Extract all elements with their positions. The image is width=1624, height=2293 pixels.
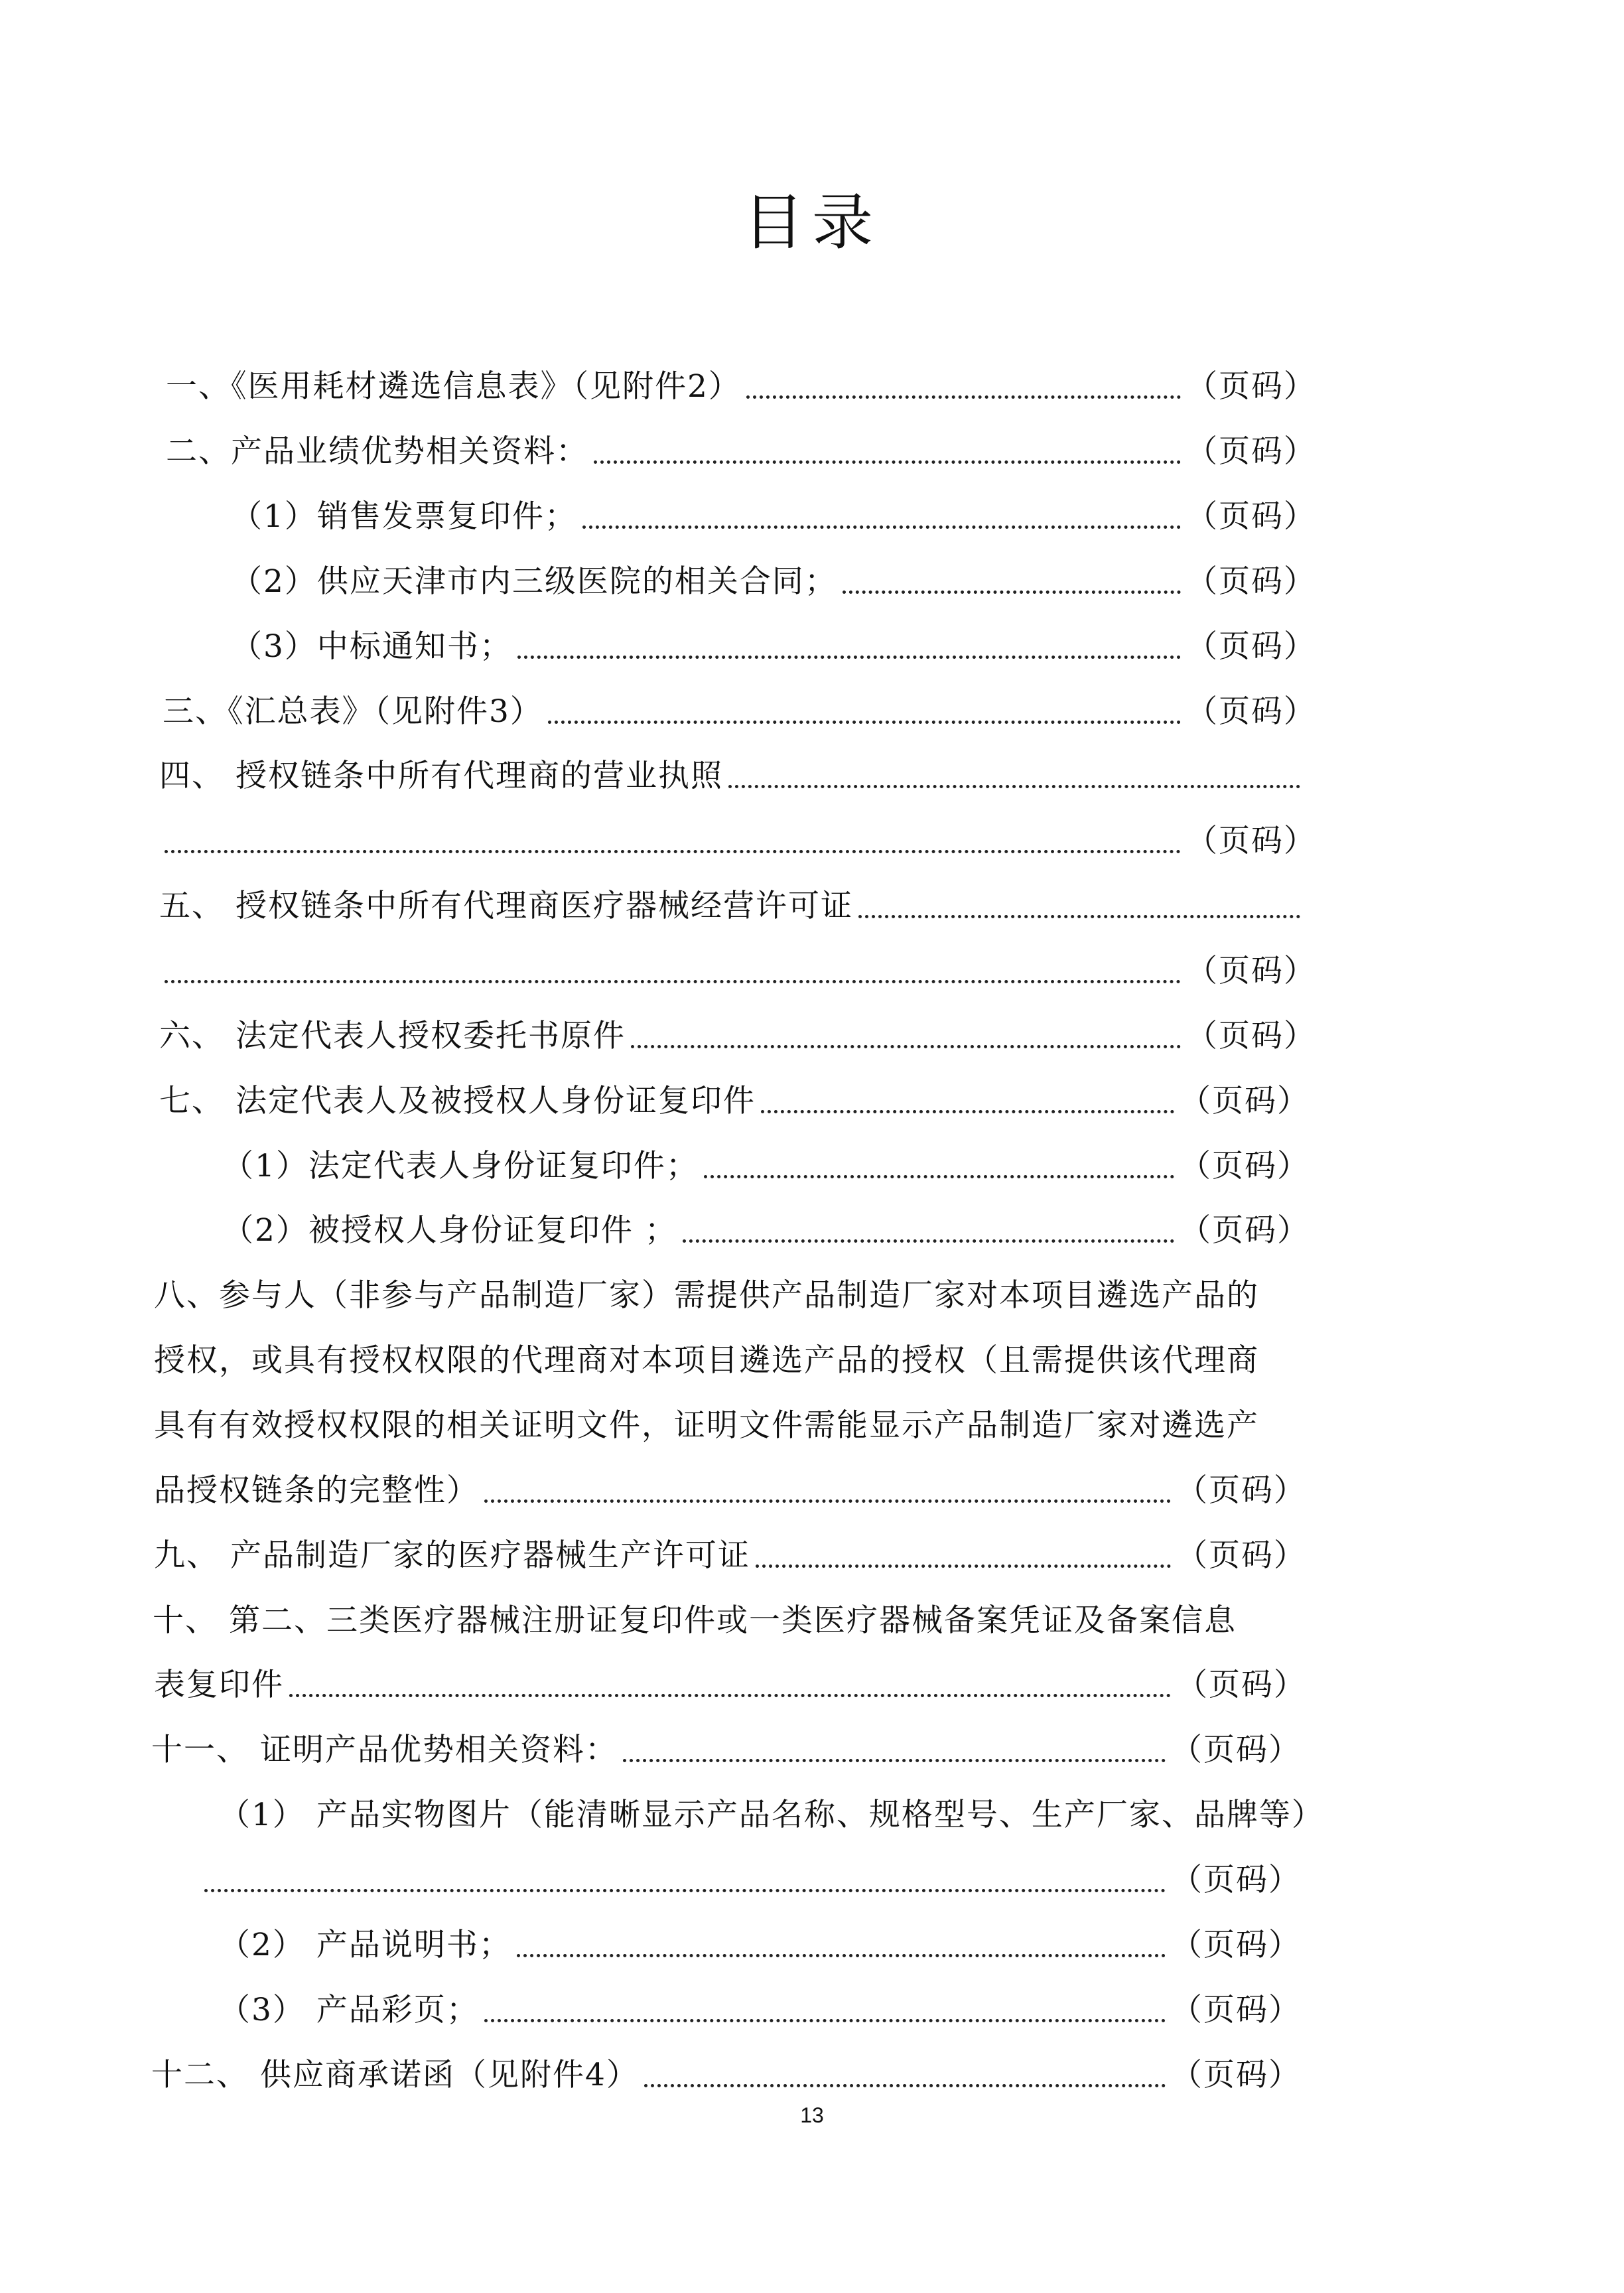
toc-entry-page: （页码） [1186,433,1316,470]
leader-dots [588,429,1186,475]
toc-entry-page: （页码） [1171,1927,1301,1963]
toc-entry-text: 八、参与人（非参与产品制造厂家）需提供产品制造厂家对本项目遴选产品的 [154,1277,1259,1314]
toc-entry-label: 十二、 供应商承诺函（见附件4） [151,2057,639,2093]
toc-entry-page: （页码） [1180,1148,1310,1184]
leader-dots [618,1727,1171,1773]
toc-entry-page: （页码） [1176,1537,1306,1574]
leader-dots [723,753,1306,799]
leader-dots [479,1987,1171,2034]
leader-dots [756,1078,1180,1125]
toc-entry [159,753,1306,799]
toc-entry [159,1013,1316,1060]
leader-dots [699,1143,1180,1190]
toc-entry-text: 授权，或具有授权权限的代理商对本项目遴选产品的授权（且需提供该代理商 [154,1342,1259,1379]
toc-entry-page: （页码） [1180,1083,1310,1119]
leader-dots [159,948,1186,995]
toc-entry-page: （页码） [1171,1992,1301,2028]
toc-entry-label: 表复印件 [154,1667,284,1703]
leader-dots [543,689,1186,735]
leader-dots [837,559,1186,605]
toc-entry [231,559,1316,605]
toc-entry [166,364,1316,410]
toc-entry-page: （页码） [1186,563,1316,600]
toc-entry [159,1078,1310,1125]
leader-dots [639,2052,1171,2099]
toc-entry-label: （1）销售发票复印件； [231,498,577,535]
toc-entry-page: （页码） [1171,1732,1301,1768]
leader-dots [159,818,1186,865]
leader-dots [512,624,1186,670]
toc-entry-label: （1）法定代表人身份证复印件； [222,1148,699,1184]
toc-entry-continuation [199,1857,1301,1904]
toc-entry-label: 十一、 证明产品优势相关资料： [151,1732,618,1768]
toc-entry-page: （页码） [1186,823,1316,859]
toc-entry-label: 三、《汇总表》（见附件3） [163,693,543,730]
leader-dots [284,1662,1176,1708]
toc-entry-page: （页码） [1186,1018,1316,1054]
toc-entry-label: 一、《医用耗材遴选信息表》（见附件2） [166,368,741,405]
toc-entry-page: （页码） [1171,1862,1301,1898]
toc-entry-text: （1） 产品实物图片（能清晰显示产品名称、规格型号、生产厂家、品牌等） [219,1797,1324,1833]
toc-entry [151,2052,1301,2099]
toc-entry [154,1468,1306,1514]
toc-entry [219,1922,1301,1969]
toc-entry-label: （2）供应天津市内三级医院的相关合同； [231,563,837,600]
leader-dots [677,1208,1180,1254]
leader-dots [511,1922,1171,1969]
toc-entry-page: （页码） [1186,498,1316,535]
toc-entry-label: 五、 授权链条中所有代理商医疗器械经营许可证 [159,888,853,924]
toc-entry-page: （页码） [1186,628,1316,665]
toc-entry-label: （2） 产品说明书； [219,1927,511,1963]
toc-entry-page: （页码） [1186,693,1316,730]
toc-entry-page: （页码） [1186,953,1316,989]
leader-dots [750,1533,1176,1579]
toc-entry-label: （3）中标通知书； [231,628,512,665]
toc-entry-label: 九、 产品制造厂家的医疗器械生产许可证 [154,1537,750,1574]
toc-entry-text: 具有有效授权权限的相关证明文件，证明文件需能显示产品制造厂家对遴选产 [154,1407,1259,1444]
toc-entry [231,624,1316,670]
toc-entry-page: （页码） [1176,1667,1306,1703]
toc-entry [159,883,1306,930]
leader-dots [853,883,1306,930]
toc-entry-label: 四、 授权链条中所有代理商的营业执照 [159,758,723,794]
leader-dots [741,364,1186,410]
leader-dots [199,1857,1171,1904]
toc-entry-label: 二、产品业绩优势相关资料： [166,433,588,470]
page-number: 13 [800,2103,824,2127]
toc-entry [166,429,1316,475]
toc-entry-page: （页码） [1186,368,1316,405]
toc-entry-continuation [159,818,1316,865]
toc-entry-label: 七、 法定代表人及被授权人身份证复印件 [159,1083,756,1119]
toc-entry-page: （页码） [1176,1472,1306,1509]
toc-entry-page: （页码） [1180,1212,1310,1249]
toc-entry-page: （页码） [1171,2057,1301,2093]
toc-entry [222,1143,1310,1190]
toc-entry [222,1208,1310,1254]
leader-dots [626,1013,1186,1060]
toc-entry [154,1662,1306,1708]
toc-entry [151,1727,1301,1773]
toc-entry [231,494,1316,540]
leader-dots [577,494,1186,540]
toc-entry-label: （3） 产品彩页； [219,1992,479,2028]
leader-dots [479,1468,1176,1514]
toc-entry [154,1533,1306,1579]
toc-entry-label: 品授权链条的完整性） [154,1472,479,1509]
page-title: 目录 [742,187,881,258]
toc-entry [219,1987,1301,2034]
toc-entry-label: 六、 法定代表人授权委托书原件 [159,1018,626,1054]
toc-entry-continuation [159,948,1316,995]
toc-entry [163,689,1316,735]
toc-entry-text: 十、 第二、三类医疗器械注册证复印件或一类医疗器械备案凭证及备案信息 [153,1602,1237,1639]
toc-entry-label: （2）被授权人身份证复印件 ； [222,1212,677,1249]
